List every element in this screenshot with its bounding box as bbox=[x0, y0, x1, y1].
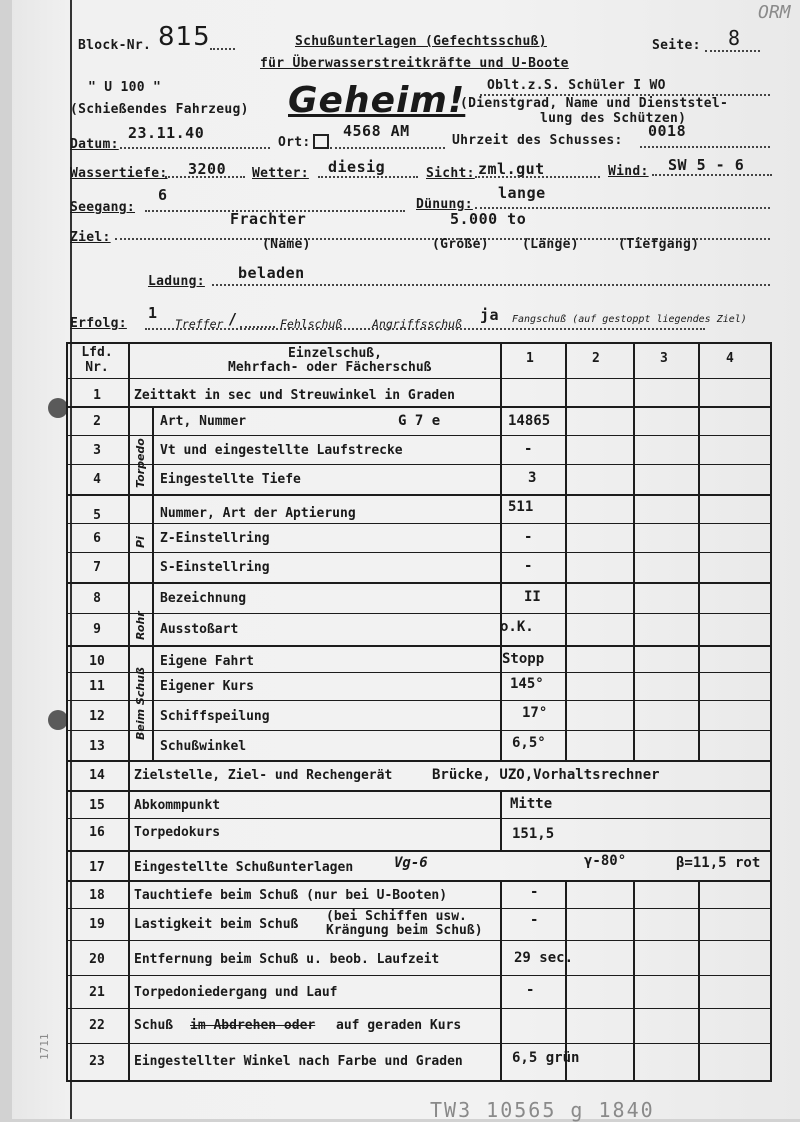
dotted-line bbox=[640, 146, 770, 148]
row-number: 13 bbox=[89, 739, 105, 754]
row-label: Schußwinkel bbox=[160, 739, 247, 754]
sight-value: zml.gut bbox=[478, 160, 545, 178]
target-name-value: Frachter bbox=[230, 210, 307, 228]
row-number: 22 bbox=[89, 1018, 105, 1033]
row-value-1: γ-80° bbox=[584, 853, 627, 869]
row-label: Eingestellte Schußunterlagen bbox=[134, 860, 354, 875]
row-label: Nummer, Art der Aptierung bbox=[160, 506, 356, 521]
dotted-line bbox=[145, 328, 705, 330]
name-label: (Name) bbox=[262, 237, 311, 252]
corner-mark: ORM bbox=[758, 2, 791, 23]
row-value-1: 6,5 grün bbox=[512, 1050, 580, 1066]
row-number: 21 bbox=[89, 985, 105, 1000]
dotted-line bbox=[212, 284, 770, 286]
row-number: 5 bbox=[93, 508, 101, 523]
punch-hole bbox=[48, 710, 68, 730]
dotted-line bbox=[475, 176, 600, 178]
shooter-label-1: (Dienstgrad, Name und Dienststel- bbox=[460, 96, 729, 111]
row-label-struck: im Abdrehen oder bbox=[190, 1018, 316, 1033]
margin-note: 1711 bbox=[38, 1033, 51, 1060]
place-value: 4568 AM bbox=[343, 122, 410, 140]
col-header-4: 4 bbox=[726, 351, 734, 366]
group-label-torpedo: Torpedo bbox=[134, 438, 147, 488]
row-number: 9 bbox=[93, 622, 101, 637]
boat-value: " U 100 " bbox=[88, 80, 162, 95]
row-number: 20 bbox=[89, 952, 105, 967]
sea-label: Seegang: bbox=[70, 200, 136, 215]
dotted-line bbox=[652, 174, 772, 176]
row-extra: G 7 e bbox=[398, 413, 441, 429]
row-label: Vt und eingestellte Laufstrecke bbox=[160, 443, 403, 458]
group-label-rohr: Rohr bbox=[134, 611, 147, 640]
page-value: 8 bbox=[728, 26, 741, 50]
wind-value: SW 5 - 6 bbox=[668, 156, 745, 174]
row-label: S-Einstellring bbox=[160, 560, 270, 575]
time-label: Uhrzeit des Schusses: bbox=[452, 133, 623, 148]
boat-label: (Schießendes Fahrzeug) bbox=[70, 102, 249, 117]
col-header-nr: Nr. bbox=[85, 360, 109, 375]
dotted-line bbox=[165, 176, 245, 178]
row-value-1: - bbox=[524, 441, 533, 457]
shooter-label-2: lung des Schützen) bbox=[540, 111, 687, 126]
row-label: Torpedokurs bbox=[134, 825, 221, 840]
row-number: 15 bbox=[89, 798, 105, 813]
row-extra: Vg-6 bbox=[394, 855, 428, 871]
col-header-2: 2 bbox=[592, 351, 600, 366]
row-value-1: o.K. bbox=[500, 619, 534, 635]
cargo-label: Ladung: bbox=[148, 274, 205, 289]
wind-label: Wind: bbox=[608, 164, 649, 179]
row-number: 17 bbox=[89, 860, 105, 875]
form-title: Schußunterlagen (Gefechtsschuß) bbox=[295, 34, 547, 49]
row-label: Tauchtiefe beim Schuß (nur bei U-Booten) bbox=[134, 888, 448, 903]
dotted-line bbox=[210, 48, 235, 50]
length-label: (Länge) bbox=[522, 237, 579, 252]
row-label-bracket-2: Krängung beim Schuß) bbox=[326, 923, 483, 938]
row-value-1: - bbox=[530, 884, 539, 900]
weather-label: Wetter: bbox=[252, 166, 309, 181]
block-number-label: Block-Nr. bbox=[78, 38, 152, 53]
row-value-1: Stopp bbox=[502, 651, 545, 667]
row-value-1: 29 sec. bbox=[514, 950, 574, 966]
row-value-1: 17° bbox=[522, 705, 548, 721]
stopped-target-label: Fangschuß (auf gestoppt liegendes Ziel) bbox=[512, 314, 747, 325]
block-number-value: 815 bbox=[158, 22, 211, 52]
row-label-part-a: Schuß bbox=[134, 1018, 174, 1033]
size-label: (Größe) bbox=[432, 237, 489, 252]
swell-label: Dünung: bbox=[416, 197, 473, 212]
row-label: Torpedoniedergang und Lauf bbox=[134, 985, 338, 1000]
row-number: 8 bbox=[93, 591, 101, 606]
row-number: 11 bbox=[89, 679, 105, 694]
row-label: Art, Nummer bbox=[160, 414, 247, 429]
row-label: Bezeichnung bbox=[160, 591, 247, 606]
row-label: Eingestellter Winkel nach Farbe und Graden bbox=[134, 1054, 463, 1069]
row-number: 19 bbox=[89, 917, 105, 932]
result-hits-value: 1 bbox=[148, 304, 158, 322]
row-value-1: 3 bbox=[528, 470, 537, 486]
grid-square-icon bbox=[313, 134, 329, 149]
row-label: Eigener Kurs bbox=[160, 679, 254, 694]
row-value-1: - bbox=[524, 558, 533, 574]
row-label-bracket-1: (bei Schiffen usw. bbox=[326, 909, 467, 924]
row-number: 1 bbox=[93, 388, 101, 403]
sight-label: Sicht: bbox=[426, 166, 475, 181]
form-subtitle: für Überwasserstreitkräfte und U-Boote bbox=[260, 56, 569, 71]
dotted-line bbox=[705, 50, 760, 52]
col-header-1: 1 bbox=[526, 351, 534, 366]
group-label-beim-schuss: Beim Schuß bbox=[134, 667, 147, 740]
row-value-1: Mitte bbox=[510, 796, 553, 812]
row-number: 16 bbox=[89, 825, 105, 840]
row-value-1: 145° bbox=[510, 676, 544, 692]
attack-label: Angriffsschuß bbox=[372, 317, 463, 331]
sea-value: 6 bbox=[158, 186, 168, 204]
row-label-part-c: auf geraden Kurs bbox=[336, 1018, 462, 1033]
date-value: 23.11.40 bbox=[128, 124, 205, 142]
draft-label: (Tiefgang) bbox=[618, 237, 700, 252]
group-label-pi: Pi bbox=[134, 536, 147, 548]
row-value-1: 511 bbox=[508, 499, 534, 515]
weather-value: diesig bbox=[328, 158, 386, 176]
row-value-1: Brücke, UZO,Vorhaltsrechner bbox=[432, 767, 660, 783]
col-header-3: 3 bbox=[660, 351, 668, 366]
row-label: Entfernung beim Schuß u. beob. Laufzeit bbox=[134, 952, 440, 967]
col-header-lfd: Lfd. bbox=[81, 345, 113, 360]
row-value-1: - bbox=[530, 912, 539, 928]
date-label: Datum: bbox=[70, 137, 119, 152]
row-value-1: - bbox=[526, 982, 535, 998]
punch-hole bbox=[48, 398, 68, 418]
row-label: Ausstoßart bbox=[160, 622, 239, 637]
depth-label: Wassertiefe: bbox=[70, 166, 168, 181]
row-number: 23 bbox=[89, 1054, 105, 1069]
row-value-1: 14865 bbox=[508, 413, 551, 429]
row-value-1: 151,5 bbox=[512, 826, 555, 842]
row-value-1: 6,5° bbox=[512, 735, 546, 751]
shooter-value: Oblt.z.S. Schüler I WO bbox=[487, 78, 666, 93]
row-label: Eigene Fahrt bbox=[160, 654, 254, 669]
row-number: 7 bbox=[93, 560, 101, 575]
row-number: 12 bbox=[89, 709, 105, 724]
place-label: Ort: bbox=[278, 135, 311, 150]
row-number: 3 bbox=[93, 443, 101, 458]
page-label: Seite: bbox=[652, 38, 701, 53]
row-number: 14 bbox=[89, 768, 105, 783]
row-value-1: - bbox=[524, 529, 533, 545]
row-number: 6 bbox=[93, 531, 101, 546]
target-size-value: 5.000 to bbox=[450, 210, 527, 228]
row-value-1: II bbox=[524, 589, 541, 605]
time-value: 0018 bbox=[648, 122, 687, 140]
row-number: 4 bbox=[93, 472, 101, 487]
row-label: Schiffspeilung bbox=[160, 709, 270, 724]
dotted-line bbox=[330, 147, 445, 149]
result-slash: / bbox=[228, 310, 238, 328]
archive-stamp: TW3 10565 g 1840 bbox=[430, 1098, 655, 1122]
target-label: Ziel: bbox=[70, 230, 111, 245]
row-label: Zeittakt in sec und Streuwinkel in Graden bbox=[134, 388, 455, 403]
dotted-line bbox=[318, 176, 418, 178]
col-header-shot-1: Einzelschuß, bbox=[288, 346, 382, 361]
row-number: 2 bbox=[93, 414, 101, 429]
row-label: Zielstelle, Ziel- und Rechengerät bbox=[134, 768, 393, 783]
row-number: 18 bbox=[89, 888, 105, 903]
row-label: Z-Einstellring bbox=[160, 531, 270, 546]
attack-value: ja bbox=[480, 306, 500, 324]
classification-stamp: Geheim! bbox=[288, 80, 466, 121]
hits-label: Treffer bbox=[175, 317, 224, 331]
row-label: Lastigkeit beim Schuß bbox=[134, 917, 299, 932]
row-value-2: β=11,5 rot bbox=[676, 855, 761, 871]
miss-label: Fehlschuß bbox=[280, 317, 343, 331]
dotted-line bbox=[120, 147, 270, 149]
dotted-line bbox=[475, 207, 770, 209]
row-number: 10 bbox=[89, 654, 105, 669]
result-label: Erfolg: bbox=[70, 316, 127, 331]
swell-value: lange bbox=[498, 184, 546, 202]
row-label: Eingestellte Tiefe bbox=[160, 472, 301, 487]
depth-value: 3200 bbox=[188, 160, 227, 178]
row-label: Abkommpunkt bbox=[134, 798, 221, 813]
col-header-shot-2: Mehrfach- oder Fächerschuß bbox=[228, 360, 432, 375]
cargo-value: beladen bbox=[238, 264, 305, 282]
